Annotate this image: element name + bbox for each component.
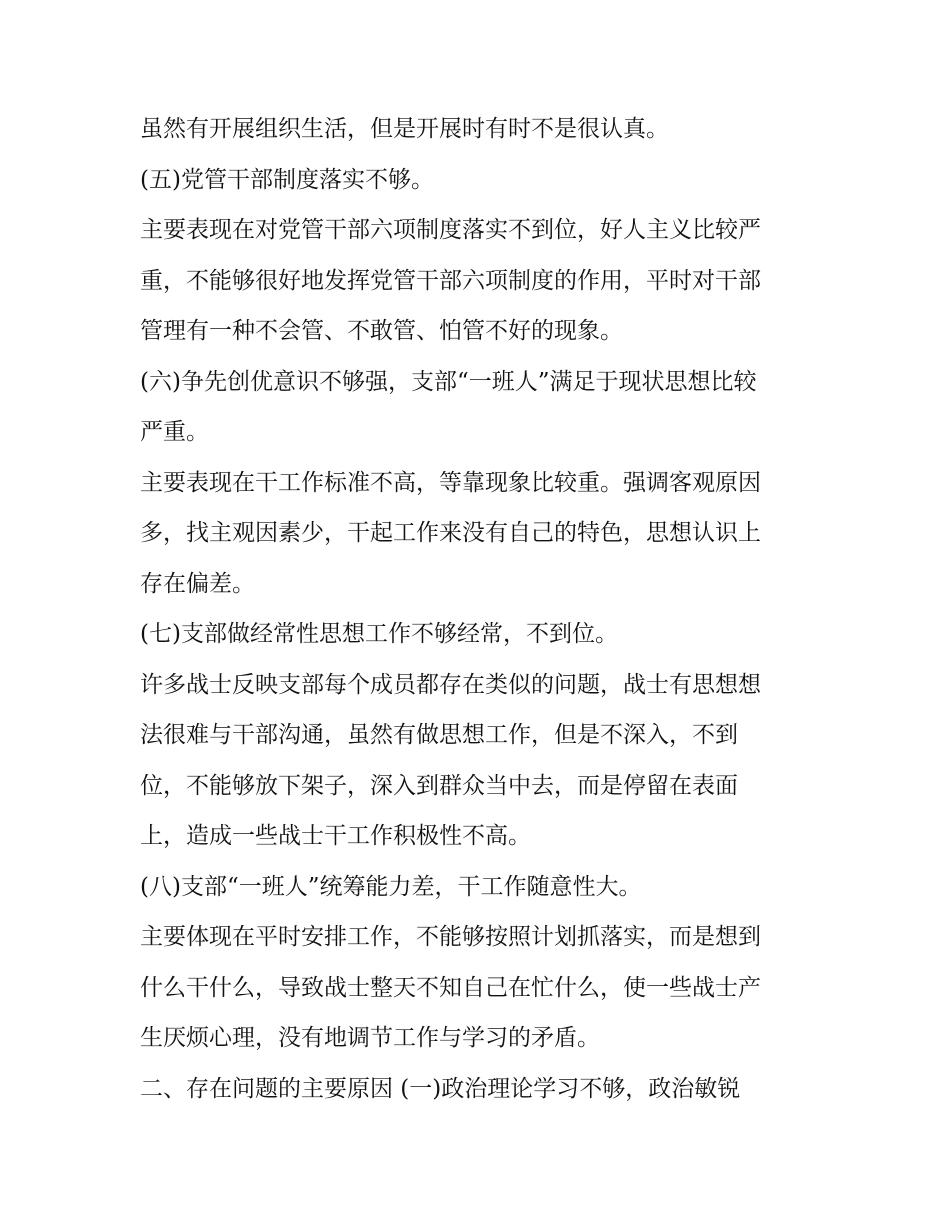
section-heading: 二、存在问题的主要原因 (一)政治理论学习不够，政治敏锐 (140, 1076, 741, 1102)
section-heading: (六)争先创优意识不够强，支部“一班人”满足于现状思想比较 (140, 369, 757, 395)
text-line: 上，造成一些战士干工作积极性不高。 (140, 823, 531, 849)
section-heading: (七)支部做经常性思想工作不够经常，不到位。 (140, 621, 618, 647)
text-line: 重，不能够很好地发挥党管干部六项制度的作用，平时对干部 (140, 268, 761, 294)
text-line: 许多战士反映支部每个成员都存在类似的问题，战士有思想想 (140, 672, 761, 698)
text-line: 主要体现在平时安排工作，不能够按照计划抓落实，而是想到 (140, 924, 761, 950)
text-line: 存在偏差。 (140, 571, 255, 597)
text-line: 位，不能够放下架子，深入到群众当中去，而是停留在表面 (140, 773, 738, 799)
section-heading: 严重。 (140, 419, 209, 445)
section-heading: (八)支部“一班人”统筹能力差，干工作随意性大。 (140, 874, 642, 900)
text-line: 虽然有开展组织生活，但是开展时有时不是很认真。 (140, 116, 669, 142)
text-line: 管理有一种不会管、不敢管、怕管不好的现象。 (140, 318, 623, 344)
text-line: 什么干什么，导致战士整天不知自己在忙什么，使一些战士产 (140, 975, 761, 1001)
text-line: 主要表现在干工作标准不高，等靠现象比较重。强调客观原因 (140, 470, 761, 496)
text-line: 法很难与干部沟通，虽然有做思想工作，但是不深入，不到 (140, 722, 738, 748)
text-line: 多，找主观因素少，干起工作来没有自己的特色，思想认识上 (140, 520, 761, 546)
text-line: 主要表现在对党管干部六项制度落实不到位，好人主义比较严 (140, 217, 761, 243)
section-heading: (五)党管干部制度落实不够。 (140, 167, 434, 193)
text-line: 生厌烦心理，没有地调节工作与学习的矛盾。 (140, 1025, 600, 1051)
